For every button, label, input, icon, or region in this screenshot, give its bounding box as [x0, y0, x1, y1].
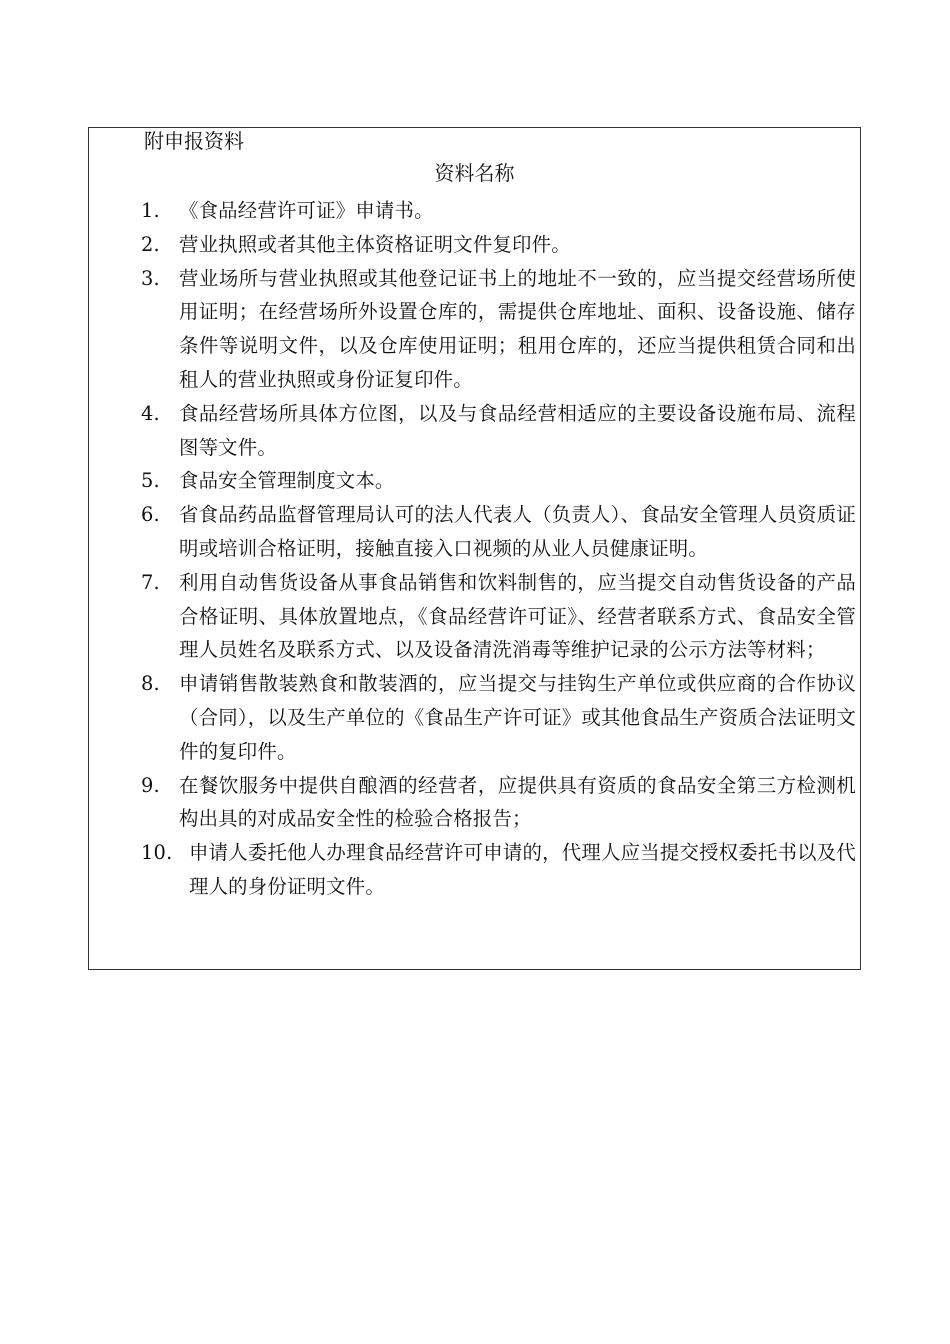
list-item — [141, 769, 856, 837]
item-number: 7. — [141, 570, 160, 594]
item-text: 申请人委托他人办理食品经营许可申请的，代理人应当提交授权委托书以及代理人的身份证明文件。 — [189, 841, 856, 898]
item-number: 1. — [141, 199, 160, 222]
item-number: 9. — [141, 773, 160, 797]
list-item — [141, 566, 856, 667]
item-number: 2. — [141, 232, 160, 256]
item-number: 5. — [141, 469, 160, 493]
item-text: 在餐饮服务中提供自酿酒的经营者，应提供具有资质的食品安全第三方检测机构出具的对成品安全性的检验合格报告； — [179, 773, 856, 831]
list-item — [141, 397, 856, 465]
item-text: 省食品药品监督管理局认可的法人代表人（负责人）、食品安全管理人员资质证明或培训合格证明，接触直接入口视频的从业人员健康证明。 — [179, 503, 856, 560]
item-text: 利用自动售货设备从事食品销售和饮料制售的，应当提交自动售货设备的产品合格证明、具体放置地点，《食品经营许可证》、经营者联系方式、食品安全管理人员姓名及联系方式、以及设备清洗消毒等维护记录的公示方法等材料； — [179, 570, 856, 662]
item-text: 《食品经营许可证》申请书。 — [179, 199, 434, 222]
item-number: 8. — [141, 672, 160, 696]
column-heading: 资料名称 — [434, 161, 515, 185]
list-item — [141, 194, 856, 228]
item-text: 食品安全管理制度文本。 — [179, 469, 395, 493]
list-item — [141, 836, 856, 904]
section-label: 附申报资料 — [144, 129, 244, 153]
item-text: 申请销售散装熟食和散装酒的，应当提交与挂钩生产单位或供应商的合作协议（合同），以及生产单位的《食品生产许可证》或其他食品生产资质合法证明文件的复印件。 — [179, 672, 856, 763]
item-number: 4. — [141, 401, 160, 425]
item-text: 营业执照或者其他主体资格证明文件复印件。 — [179, 232, 571, 256]
list-item — [141, 667, 856, 768]
item-text: 食品经营场所具体方位图，以及与食品经营相适应的主要设备设施布局、流程图等文件。 — [179, 401, 856, 459]
list-item — [141, 464, 856, 498]
list-item — [141, 228, 856, 262]
list-item — [141, 498, 856, 566]
item-text: 营业场所与营业执照或其他登记证书上的地址不一致的，应当提交经营场所使用证明；在经营场所外设置仓库的，需提供仓库地址、面积、设备设施、储存条件等说明文件，以及仓库使用证明；租用仓库的，还应当提供租赁合同和出租人的营业执照或身份证复印件。 — [179, 266, 856, 391]
application-materials-box — [88, 127, 861, 970]
item-number: 3. — [141, 266, 160, 290]
materials-list — [141, 194, 856, 904]
item-number: 10. — [141, 841, 173, 865]
item-number: 6. — [141, 503, 160, 527]
list-item — [141, 262, 856, 397]
